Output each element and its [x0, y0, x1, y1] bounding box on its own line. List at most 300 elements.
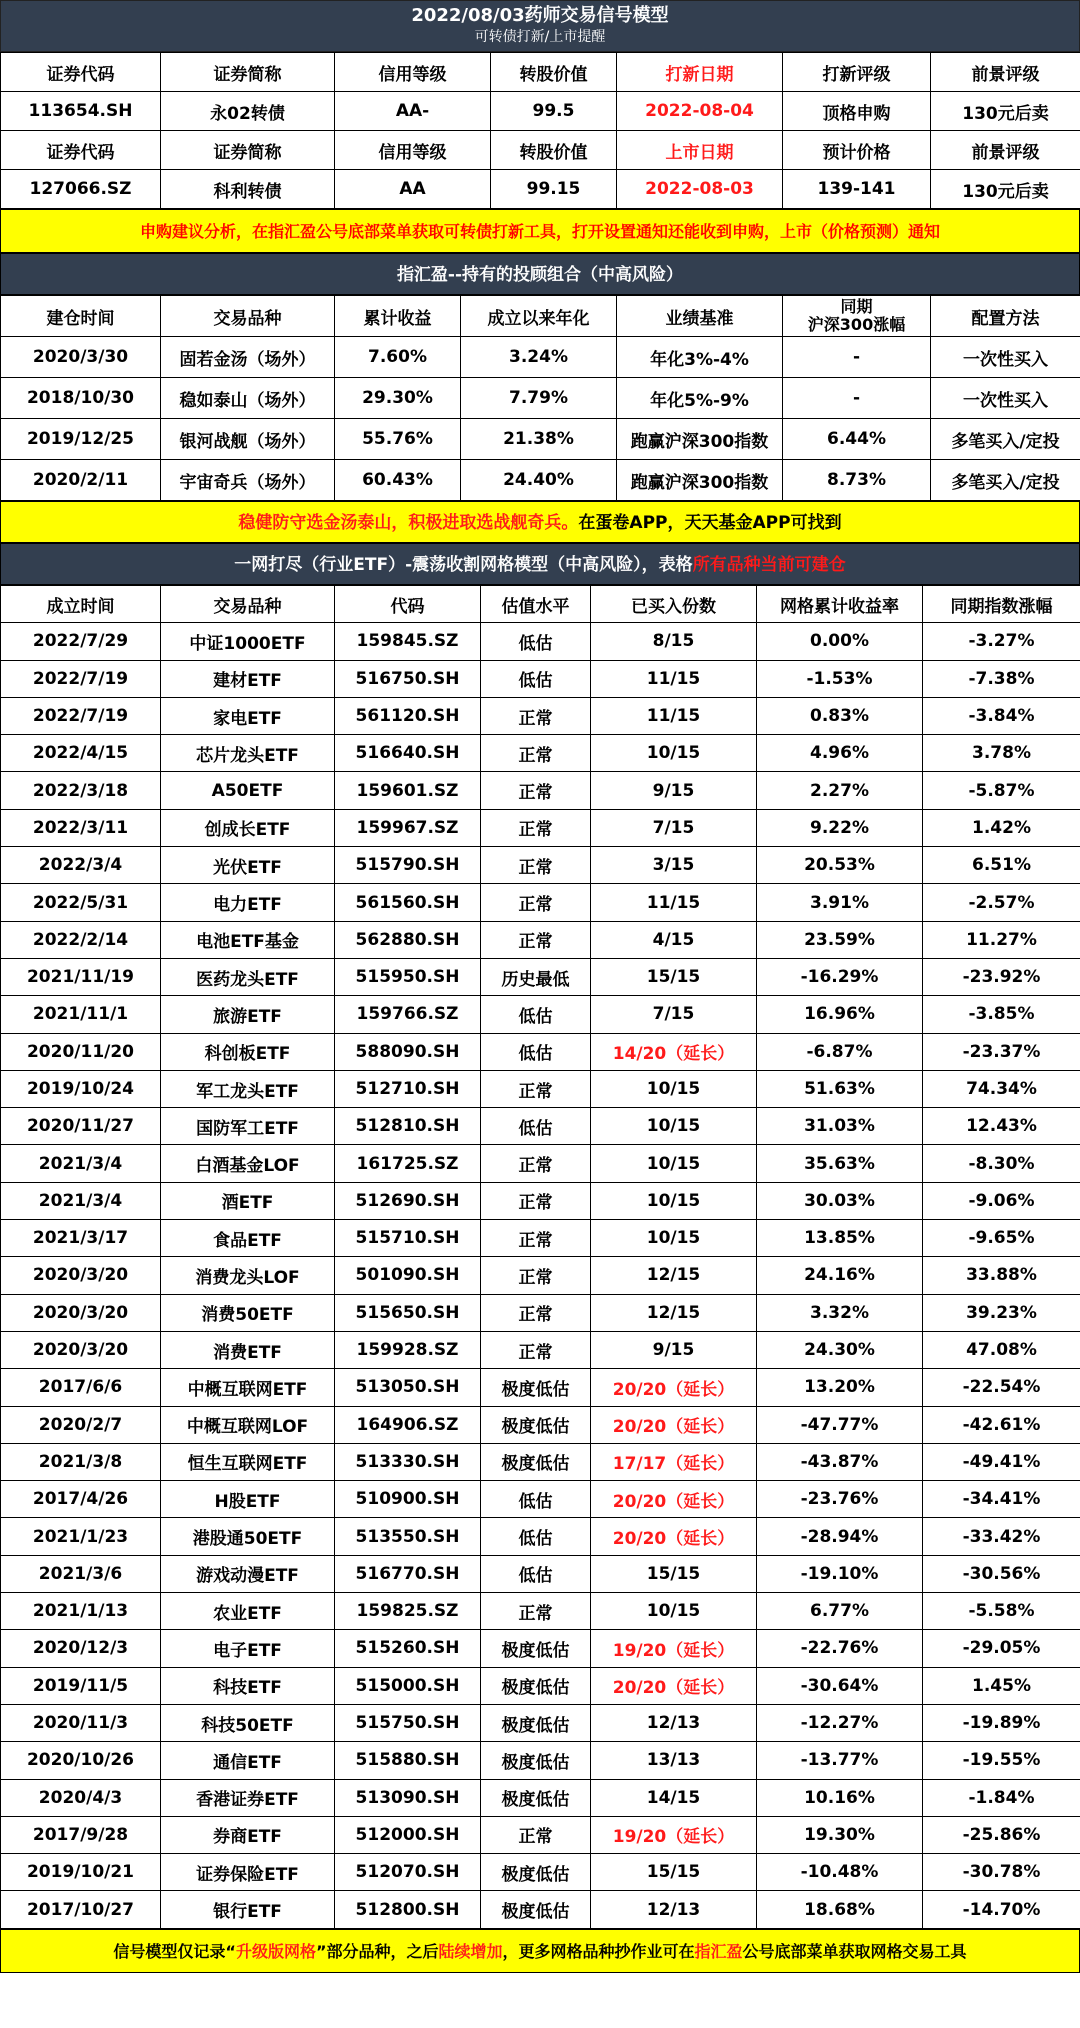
- portfolio-header-cell: 配置方法: [931, 296, 1080, 337]
- etf-cell: 家电ETF: [161, 697, 335, 734]
- etf-cell: 2021/1/13: [1, 1593, 161, 1630]
- etf-cell: 2019/11/5: [1, 1667, 161, 1704]
- table-row: [1, 1331, 1080, 1368]
- table-row: [1, 809, 1080, 846]
- etf-cell: 20/20（延长）: [591, 1481, 757, 1518]
- etf-cell: 3.78%: [923, 735, 1080, 772]
- etf-cell: 通信ETF: [161, 1742, 335, 1779]
- table-row: [1, 996, 1080, 1033]
- etf-cell: -22.54%: [923, 1369, 1080, 1406]
- bond-cell: 113654.SH: [1, 92, 161, 131]
- bond-cell: 130元后卖: [931, 92, 1080, 131]
- etf-cell: -22.76%: [757, 1630, 923, 1667]
- etf-cell: -8.30%: [923, 1145, 1080, 1182]
- etf-cell: A50ETF: [161, 772, 335, 809]
- etf-cell: 香港证券ETF: [161, 1779, 335, 1816]
- etf-cell: 正常: [481, 1145, 591, 1182]
- etf-cell: -5.87%: [923, 772, 1080, 809]
- etf-cell: 2022/2/14: [1, 921, 161, 958]
- etf-grid-table: [0, 585, 1080, 1929]
- portfolio-cell: 年化3%-4%: [617, 337, 783, 378]
- etf-cell: 15/15: [591, 958, 757, 995]
- etf-cell: -47.77%: [757, 1406, 923, 1443]
- etf-cell: 2019/10/24: [1, 1070, 161, 1107]
- portfolio-cell: 29.30%: [335, 378, 461, 419]
- footer-text-part: ，更多网格品种抄作业可在: [502, 1941, 695, 1961]
- etf-cell: 低估: [481, 1033, 591, 1070]
- bond-header-cell: 证券简称: [161, 131, 335, 170]
- etf-cell: 10/15: [591, 1593, 757, 1630]
- table-row: [1, 1704, 1080, 1741]
- etf-cell: 11/15: [591, 697, 757, 734]
- etf-cell: 正常: [481, 1331, 591, 1368]
- portfolio-note-red: 稳健防守选金汤泰山，积极进取选战舰奇兵。: [238, 513, 579, 533]
- etf-cell: 10.16%: [757, 1779, 923, 1816]
- bond-header-row: [1, 53, 1080, 92]
- etf-cell: 30.03%: [757, 1182, 923, 1219]
- portfolio-header-cell: 交易品种: [161, 296, 335, 337]
- etf-cell: -6.87%: [757, 1033, 923, 1070]
- etf-cell: 农业ETF: [161, 1593, 335, 1630]
- portfolio-note: [0, 501, 1080, 543]
- etf-header-cell: 交易品种: [161, 586, 335, 623]
- etf-cell: 515950.SH: [335, 958, 481, 995]
- etf-cell: 24.30%: [757, 1331, 923, 1368]
- etf-cell: 低估: [481, 1108, 591, 1145]
- etf-cell: 2022/3/4: [1, 847, 161, 884]
- portfolio-header-row: [1, 296, 1080, 337]
- bond-cell: 130元后卖: [931, 170, 1080, 209]
- bond-cell: 2022-08-04: [617, 92, 783, 131]
- etf-title-highlight: 所有品种当前可建仓: [692, 555, 846, 575]
- footer-text-part: 指汇盈: [694, 1941, 743, 1961]
- table-row: [1, 1555, 1080, 1592]
- etf-cell: -2.57%: [923, 884, 1080, 921]
- etf-cell: 9/15: [591, 1331, 757, 1368]
- etf-cell: 2020/3/20: [1, 1331, 161, 1368]
- portfolio-row: [1, 337, 1080, 378]
- etf-cell: -7.38%: [923, 660, 1080, 697]
- portfolio-table: [0, 295, 1080, 501]
- bond-row: [1, 170, 1080, 209]
- bond-cell: AA: [335, 170, 491, 209]
- etf-cell: 正常: [481, 1257, 591, 1294]
- etf-cell: 513330.SH: [335, 1443, 481, 1480]
- etf-cell: 正常: [481, 1220, 591, 1257]
- etf-cell: 2017/10/27: [1, 1891, 161, 1928]
- etf-cell: 0.00%: [757, 623, 923, 660]
- bond-header-row: [1, 131, 1080, 170]
- etf-cell: -9.06%: [923, 1182, 1080, 1219]
- table-row: [1, 1443, 1080, 1480]
- etf-cell: 2020/2/7: [1, 1406, 161, 1443]
- etf-cell: 512810.SH: [335, 1108, 481, 1145]
- etf-cell: 旅游ETF: [161, 996, 335, 1033]
- etf-cell: -3.84%: [923, 697, 1080, 734]
- etf-cell: 正常: [481, 772, 591, 809]
- portfolio-cell: 3.24%: [461, 337, 617, 378]
- etf-cell: -49.41%: [923, 1443, 1080, 1480]
- etf-cell: 512800.SH: [335, 1891, 481, 1928]
- portfolio-cell: 7.60%: [335, 337, 461, 378]
- etf-cell: 561120.SH: [335, 697, 481, 734]
- etf-cell: 2020/11/27: [1, 1108, 161, 1145]
- etf-cell: 2021/3/4: [1, 1182, 161, 1219]
- etf-cell: 证券保险ETF: [161, 1854, 335, 1891]
- etf-cell: 516750.SH: [335, 660, 481, 697]
- bond-cell: AA-: [335, 92, 491, 131]
- etf-cell: 2022/7/29: [1, 623, 161, 660]
- footer-text-part: 陆续增加: [438, 1941, 503, 1961]
- etf-cell: 164906.SZ: [335, 1406, 481, 1443]
- bond-cell: 99.5: [491, 92, 617, 131]
- etf-cell: 516770.SH: [335, 1555, 481, 1592]
- etf-cell: 正常: [481, 1294, 591, 1331]
- etf-cell: 10/15: [591, 1108, 757, 1145]
- bond-cell: 2022-08-03: [617, 170, 783, 209]
- etf-cell: 12/13: [591, 1704, 757, 1741]
- etf-cell: 2017/9/28: [1, 1816, 161, 1853]
- etf-cell: 35.63%: [757, 1145, 923, 1182]
- etf-cell: 13.20%: [757, 1369, 923, 1406]
- bond-header-cell: 前景评级: [931, 53, 1080, 92]
- etf-cell: 低估: [481, 1555, 591, 1592]
- etf-cell: 2022/3/11: [1, 809, 161, 846]
- bond-header-cell: 打新日期: [617, 53, 783, 92]
- portfolio-row: [1, 460, 1080, 501]
- etf-cell: 2021/11/1: [1, 996, 161, 1033]
- etf-cell: 1.42%: [923, 809, 1080, 846]
- page-subtitle: 可转债打新/上市提醒: [474, 29, 606, 45]
- etf-cell: -23.76%: [757, 1481, 923, 1518]
- etf-cell: 极度低估: [481, 1854, 591, 1891]
- bond-note: 申购建议分析，在指汇盈公号底部菜单获取可转债打新工具，打开设置通知还能收到申购，上市（价格预测）通知: [0, 209, 1080, 253]
- etf-cell: 9/15: [591, 772, 757, 809]
- etf-cell: 513550.SH: [335, 1518, 481, 1555]
- etf-cell: 515260.SH: [335, 1630, 481, 1667]
- portfolio-header-cell: 业绩基准: [617, 296, 783, 337]
- etf-cell: 20/20（延长）: [591, 1406, 757, 1443]
- etf-cell: 159928.SZ: [335, 1331, 481, 1368]
- etf-cell: 15/15: [591, 1555, 757, 1592]
- etf-cell: H股ETF: [161, 1481, 335, 1518]
- etf-cell: 消费龙头LOF: [161, 1257, 335, 1294]
- etf-cell: -9.65%: [923, 1220, 1080, 1257]
- bond-header-cell: 证券代码: [1, 131, 161, 170]
- bond-header-cell: 转股价值: [491, 53, 617, 92]
- etf-cell: 10/15: [591, 1182, 757, 1219]
- etf-cell: 正常: [481, 1182, 591, 1219]
- etf-cell: 15/15: [591, 1854, 757, 1891]
- etf-cell: 12.43%: [923, 1108, 1080, 1145]
- etf-cell: 7/15: [591, 809, 757, 846]
- table-row: [1, 1294, 1080, 1331]
- bond-header-cell: 证券简称: [161, 53, 335, 92]
- footer-note: [0, 1929, 1080, 1973]
- portfolio-row: [1, 419, 1080, 460]
- etf-cell: 极度低估: [481, 1406, 591, 1443]
- etf-header-cell: 代码: [335, 586, 481, 623]
- etf-cell: 159601.SZ: [335, 772, 481, 809]
- etf-cell: 1.45%: [923, 1667, 1080, 1704]
- etf-header-cell: 成立时间: [1, 586, 161, 623]
- etf-cell: 2021/3/8: [1, 1443, 161, 1480]
- etf-cell: 极度低估: [481, 1891, 591, 1928]
- etf-cell: -30.56%: [923, 1555, 1080, 1592]
- etf-cell: 正常: [481, 884, 591, 921]
- table-row: [1, 1854, 1080, 1891]
- etf-cell: 食品ETF: [161, 1220, 335, 1257]
- etf-cell: 513050.SH: [335, 1369, 481, 1406]
- etf-cell: -3.27%: [923, 623, 1080, 660]
- etf-cell: -30.78%: [923, 1854, 1080, 1891]
- portfolio-cell: 2019/12/25: [1, 419, 161, 460]
- etf-cell: 23.59%: [757, 921, 923, 958]
- etf-cell: 10/15: [591, 1145, 757, 1182]
- etf-cell: 501090.SH: [335, 1257, 481, 1294]
- portfolio-note-black: 在蛋卷APP，天天基金APP可找到: [578, 513, 842, 533]
- etf-cell: 国防军工ETF: [161, 1108, 335, 1145]
- etf-cell: 515710.SH: [335, 1220, 481, 1257]
- table-row: [1, 1518, 1080, 1555]
- etf-cell: 16.96%: [757, 996, 923, 1033]
- etf-cell: 9.22%: [757, 809, 923, 846]
- table-row: [1, 660, 1080, 697]
- etf-cell: 中概互联网ETF: [161, 1369, 335, 1406]
- etf-cell: 电池ETF基金: [161, 921, 335, 958]
- etf-cell: 2020/11/20: [1, 1033, 161, 1070]
- etf-cell: 科技ETF: [161, 1667, 335, 1704]
- etf-cell: 酒ETF: [161, 1182, 335, 1219]
- table-row: [1, 1257, 1080, 1294]
- etf-title: [0, 543, 1080, 585]
- etf-cell: -23.92%: [923, 958, 1080, 995]
- etf-cell: 2020/12/3: [1, 1630, 161, 1667]
- etf-cell: 2021/1/23: [1, 1518, 161, 1555]
- etf-cell: 2021/11/19: [1, 958, 161, 995]
- table-row: [1, 1742, 1080, 1779]
- etf-cell: 516640.SH: [335, 735, 481, 772]
- etf-cell: 19.30%: [757, 1816, 923, 1853]
- table-row: [1, 1816, 1080, 1853]
- portfolio-cell: 一次性买入: [931, 378, 1080, 419]
- portfolio-cell: 稳如泰山（场外）: [161, 378, 335, 419]
- table-row: [1, 1481, 1080, 1518]
- etf-cell: -33.42%: [923, 1518, 1080, 1555]
- etf-cell: 军工龙头ETF: [161, 1070, 335, 1107]
- table-row: [1, 1593, 1080, 1630]
- portfolio-cell: 6.44%: [783, 419, 931, 460]
- etf-cell: 电子ETF: [161, 1630, 335, 1667]
- portfolio-cell: 7.79%: [461, 378, 617, 419]
- etf-cell: -19.10%: [757, 1555, 923, 1592]
- etf-cell: 2021/3/17: [1, 1220, 161, 1257]
- table-row: [1, 1220, 1080, 1257]
- etf-cell: -14.70%: [923, 1891, 1080, 1928]
- etf-cell: 2022/3/18: [1, 772, 161, 809]
- etf-cell: 19/20（延长）: [591, 1630, 757, 1667]
- etf-cell: 2021/3/6: [1, 1555, 161, 1592]
- portfolio-cell: 21.38%: [461, 419, 617, 460]
- bond-header-cell: 信用等级: [335, 53, 491, 92]
- etf-cell: 低估: [481, 1518, 591, 1555]
- etf-cell: 12/15: [591, 1294, 757, 1331]
- bond-header-cell: 打新评级: [783, 53, 931, 92]
- etf-cell: 159825.SZ: [335, 1593, 481, 1630]
- etf-cell: 20/20（延长）: [591, 1369, 757, 1406]
- portfolio-cell: 2018/10/30: [1, 378, 161, 419]
- page-header: [0, 0, 1080, 52]
- etf-cell: 18.68%: [757, 1891, 923, 1928]
- etf-cell: 159766.SZ: [335, 996, 481, 1033]
- portfolio-cell: 60.43%: [335, 460, 461, 501]
- etf-cell: 历史最低: [481, 958, 591, 995]
- portfolio-header-cell: 累计收益: [335, 296, 461, 337]
- etf-cell: 20.53%: [757, 847, 923, 884]
- etf-cell: 3.91%: [757, 884, 923, 921]
- etf-cell: 3/15: [591, 847, 757, 884]
- etf-cell: 电力ETF: [161, 884, 335, 921]
- etf-cell: 17/17（延长）: [591, 1443, 757, 1480]
- etf-cell: 10/15: [591, 1070, 757, 1107]
- etf-cell: 2020/4/3: [1, 1779, 161, 1816]
- etf-cell: 10/15: [591, 1220, 757, 1257]
- etf-cell: 562880.SH: [335, 921, 481, 958]
- etf-cell: -29.05%: [923, 1630, 1080, 1667]
- etf-cell: 正常: [481, 1816, 591, 1853]
- etf-cell: 19/20（延长）: [591, 1816, 757, 1853]
- etf-cell: -1.53%: [757, 660, 923, 697]
- portfolio-cell: 多笔买入/定投: [931, 419, 1080, 460]
- portfolio-cell: 跑赢沪深300指数: [617, 460, 783, 501]
- etf-cell: 588090.SH: [335, 1033, 481, 1070]
- table-row: [1, 772, 1080, 809]
- etf-cell: 正常: [481, 735, 591, 772]
- portfolio-cell: 跑赢沪深300指数: [617, 419, 783, 460]
- etf-cell: 创成长ETF: [161, 809, 335, 846]
- etf-cell: 159845.SZ: [335, 623, 481, 660]
- bond-header-cell: 预计价格: [783, 131, 931, 170]
- etf-cell: 4/15: [591, 921, 757, 958]
- etf-cell: 极度低估: [481, 1443, 591, 1480]
- etf-cell: -30.64%: [757, 1667, 923, 1704]
- etf-cell: 2022/7/19: [1, 660, 161, 697]
- etf-cell: 513090.SH: [335, 1779, 481, 1816]
- etf-cell: 0.83%: [757, 697, 923, 734]
- portfolio-title: 指汇盈--持有的投顾组合（中高风险）: [0, 253, 1080, 295]
- etf-cell: 游戏动漫ETF: [161, 1555, 335, 1592]
- etf-cell: 芯片龙头ETF: [161, 735, 335, 772]
- table-row: [1, 847, 1080, 884]
- etf-cell: 515750.SH: [335, 1704, 481, 1741]
- etf-cell: 14/15: [591, 1779, 757, 1816]
- etf-cell: 515650.SH: [335, 1294, 481, 1331]
- etf-cell: 10/15: [591, 735, 757, 772]
- etf-cell: -34.41%: [923, 1481, 1080, 1518]
- etf-cell: 515880.SH: [335, 1742, 481, 1779]
- etf-cell: 2022/4/15: [1, 735, 161, 772]
- portfolio-header-cell: [783, 296, 931, 337]
- etf-cell: -19.89%: [923, 1704, 1080, 1741]
- etf-header-cell: 网格累计收益率: [757, 586, 923, 623]
- portfolio-cell: 一次性买入: [931, 337, 1080, 378]
- etf-cell: 4.96%: [757, 735, 923, 772]
- portfolio-cell: 宇宙奇兵（场外）: [161, 460, 335, 501]
- etf-cell: -43.87%: [757, 1443, 923, 1480]
- etf-cell: -3.85%: [923, 996, 1080, 1033]
- etf-cell: 光伏ETF: [161, 847, 335, 884]
- etf-cell: -28.94%: [757, 1518, 923, 1555]
- etf-cell: 510900.SH: [335, 1481, 481, 1518]
- etf-header-cell: 同期指数涨幅: [923, 586, 1080, 623]
- etf-cell: 极度低估: [481, 1369, 591, 1406]
- etf-cell: 建材ETF: [161, 660, 335, 697]
- portfolio-header-cell: 成立以来年化: [461, 296, 617, 337]
- etf-cell: -1.84%: [923, 1779, 1080, 1816]
- etf-cell: -5.58%: [923, 1593, 1080, 1630]
- convertible-bond-table: [0, 52, 1080, 209]
- etf-cell: 2020/11/3: [1, 1704, 161, 1741]
- table-row: [1, 623, 1080, 660]
- portfolio-header-line: 沪深300涨幅: [807, 315, 906, 334]
- etf-cell: 医药龙头ETF: [161, 958, 335, 995]
- page-title: 2022/08/03药师交易信号模型: [411, 5, 669, 26]
- etf-cell: 2017/6/6: [1, 1369, 161, 1406]
- etf-cell: 正常: [481, 921, 591, 958]
- bond-cell: 99.15: [491, 170, 617, 209]
- etf-cell: 512000.SH: [335, 1816, 481, 1853]
- etf-cell: 512690.SH: [335, 1182, 481, 1219]
- etf-cell: 512710.SH: [335, 1070, 481, 1107]
- etf-cell: -12.27%: [757, 1704, 923, 1741]
- etf-cell: 中概互联网LOF: [161, 1406, 335, 1443]
- bond-header-cell: 转股价值: [491, 131, 617, 170]
- etf-cell: 2020/3/20: [1, 1294, 161, 1331]
- table-row: [1, 1369, 1080, 1406]
- etf-cell: 低估: [481, 996, 591, 1033]
- etf-cell: 正常: [481, 847, 591, 884]
- etf-cell: 消费ETF: [161, 1331, 335, 1368]
- table-row: [1, 697, 1080, 734]
- etf-cell: 恒生互联网ETF: [161, 1443, 335, 1480]
- etf-cell: 2022/7/19: [1, 697, 161, 734]
- etf-cell: 33.88%: [923, 1257, 1080, 1294]
- etf-cell: 2021/3/4: [1, 1145, 161, 1182]
- portfolio-cell: 银河战舰（场外）: [161, 419, 335, 460]
- table-row: [1, 921, 1080, 958]
- etf-cell: 极度低估: [481, 1742, 591, 1779]
- etf-cell: 12/13: [591, 1891, 757, 1928]
- bond-cell: 139-141: [783, 170, 931, 209]
- etf-cell: 8/15: [591, 623, 757, 660]
- etf-cell: 515000.SH: [335, 1667, 481, 1704]
- table-row: [1, 1779, 1080, 1816]
- etf-cell: -13.77%: [757, 1742, 923, 1779]
- etf-cell: 极度低估: [481, 1779, 591, 1816]
- etf-cell: 74.34%: [923, 1070, 1080, 1107]
- portfolio-cell: 55.76%: [335, 419, 461, 460]
- etf-cell: 7/15: [591, 996, 757, 1033]
- bond-cell: 127066.SZ: [1, 170, 161, 209]
- portfolio-cell: 固若金汤（场外）: [161, 337, 335, 378]
- table-row: [1, 1145, 1080, 1182]
- etf-cell: 512070.SH: [335, 1854, 481, 1891]
- etf-cell: -23.37%: [923, 1033, 1080, 1070]
- footer-text-part: 信号模型仅记录“: [113, 1941, 236, 1961]
- table-row: [1, 1667, 1080, 1704]
- etf-cell: 13.85%: [757, 1220, 923, 1257]
- etf-cell: 20/20（延长）: [591, 1518, 757, 1555]
